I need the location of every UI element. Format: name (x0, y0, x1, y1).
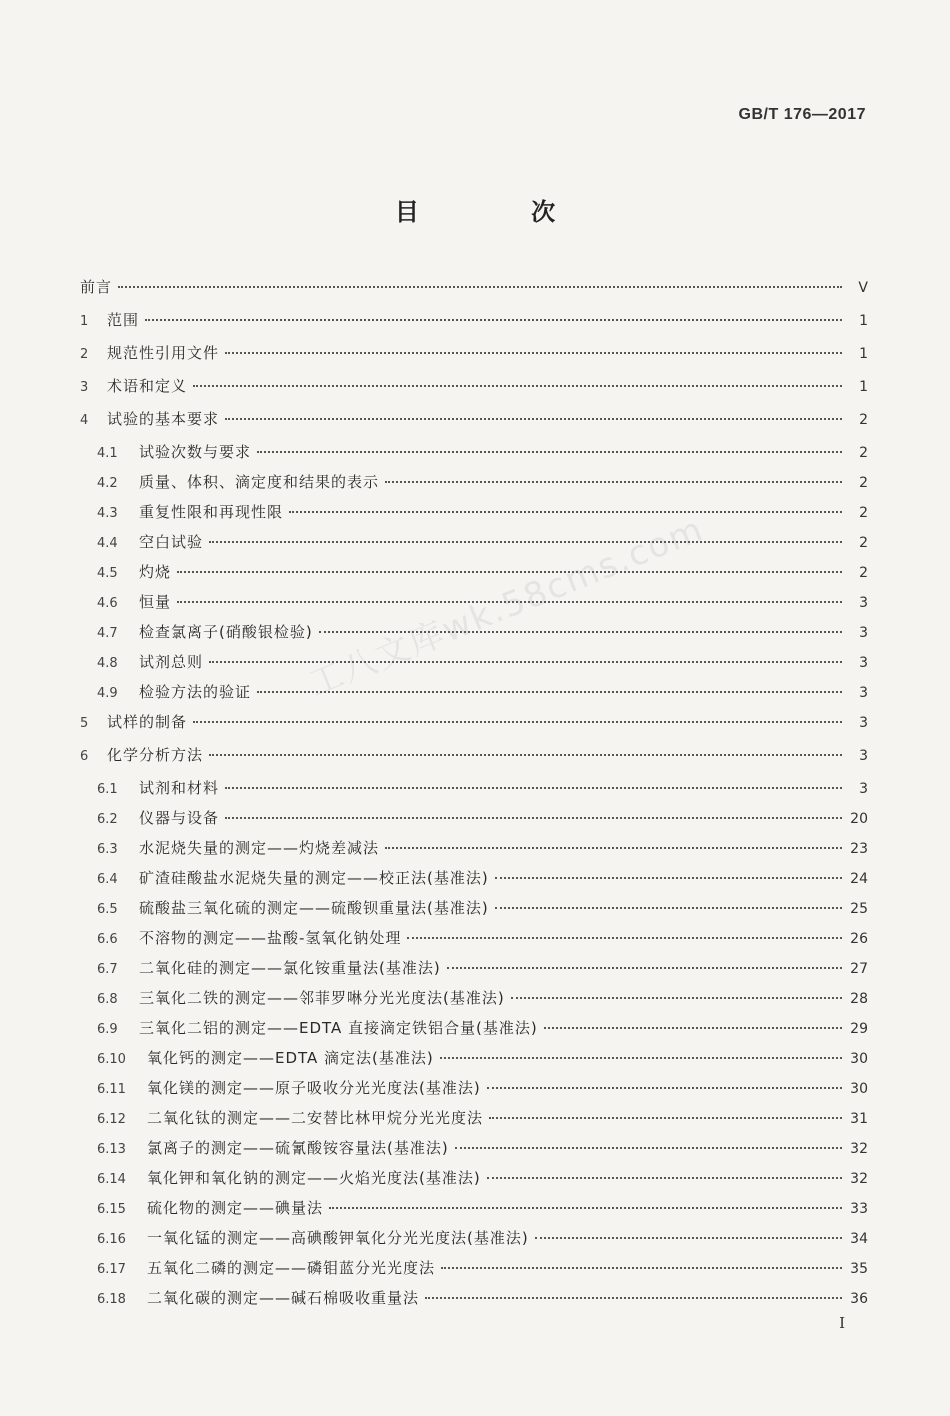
toc-entry-label: 氯离子的测定——硫氰酸铵容量法(基准法) (147, 1139, 449, 1157)
toc-dot-leader (535, 1237, 842, 1239)
toc-entry[interactable] (80, 927, 868, 957)
toc-dot-leader (209, 754, 842, 756)
toc-entry[interactable] (80, 408, 868, 441)
toc-dot-leader (225, 352, 842, 354)
toc-entry[interactable] (80, 867, 868, 897)
toc-entry-number: 4.2 (97, 476, 118, 491)
toc-entry-label: 试剂总则 (139, 653, 204, 671)
toc-dot-leader (177, 571, 842, 573)
toc-entry-label: 灼烧 (139, 563, 172, 581)
toc-entry-page: 34 (850, 1231, 868, 1247)
toc-entry-label: 质量、体积、滴定度和结果的表示 (139, 473, 380, 491)
toc-entry-page: 36 (850, 1291, 868, 1307)
toc-entry-page: 2 (859, 412, 868, 428)
toc-entry-label: 三氧化二铁的测定——邻菲罗啉分光光度法(基准法) (139, 989, 505, 1007)
toc-entry-number: 6.12 (97, 1112, 126, 1127)
toc-entry-label: 重复性限和再现性限 (139, 503, 284, 521)
toc-entry[interactable] (80, 807, 868, 837)
toc-entry[interactable] (80, 621, 868, 651)
toc-entry-page: 29 (850, 1021, 868, 1037)
toc-dot-leader (289, 511, 842, 513)
toc-dot-leader (193, 721, 842, 723)
toc-dot-leader (257, 451, 842, 453)
toc-entry[interactable] (80, 501, 868, 531)
toc-entry-page: 1 (859, 313, 868, 329)
toc-entry-page: 30 (850, 1081, 868, 1097)
toc-entry-number: 4.4 (97, 536, 118, 551)
toc-entry[interactable] (80, 1107, 868, 1137)
toc-entry-number: 6.8 (97, 992, 118, 1007)
toc-entry-number: 2 (80, 347, 89, 362)
toc-entry[interactable] (80, 1137, 868, 1167)
toc-entry-label: 一氧化锰的测定——高碘酸钾氧化分光光度法(基准法) (147, 1229, 529, 1247)
toc-entry-number: 4.3 (97, 506, 118, 521)
table-of-contents (80, 276, 868, 1317)
toc-entry-label: 规范性引用文件 (107, 344, 220, 362)
toc-dot-leader (145, 319, 842, 321)
toc-entry-number: 6.18 (97, 1292, 126, 1307)
toc-entry[interactable] (80, 591, 868, 621)
toc-entry[interactable] (80, 1077, 868, 1107)
toc-entry-page: 2 (859, 445, 868, 461)
toc-entry[interactable] (80, 681, 868, 711)
toc-entry-page: 3 (859, 748, 868, 764)
toc-dot-leader (225, 787, 842, 789)
toc-entry-number: 6.5 (97, 902, 118, 917)
toc-dot-leader (425, 1297, 842, 1299)
toc-entry-label: 试验次数与要求 (139, 443, 252, 461)
toc-dot-leader (118, 286, 842, 288)
toc-entry-page: 35 (850, 1261, 868, 1277)
toc-entry[interactable] (80, 1287, 868, 1317)
toc-entry[interactable] (80, 342, 868, 375)
toc-entry[interactable] (80, 651, 868, 681)
toc-entry-number: 6.13 (97, 1142, 126, 1157)
toc-entry[interactable] (80, 957, 868, 987)
toc-entry-page: 24 (850, 871, 868, 887)
toc-entry-label: 仪器与设备 (139, 809, 220, 827)
toc-entry-number: 4.9 (97, 686, 118, 701)
toc-entry-label: 化学分析方法 (107, 746, 204, 764)
toc-dot-leader (225, 817, 842, 819)
toc-dot-leader (455, 1147, 842, 1149)
toc-entry[interactable] (80, 471, 868, 501)
toc-entry-number: 6.7 (97, 962, 118, 977)
toc-entry-page: 27 (850, 961, 868, 977)
toc-entry-number: 4.6 (97, 596, 118, 611)
toc-entry[interactable] (80, 531, 868, 561)
toc-dot-leader (329, 1207, 842, 1209)
toc-entry-label: 空白试验 (139, 533, 204, 551)
toc-entry-label: 硫酸盐三氧化硫的测定——硫酸钡重量法(基准法) (139, 899, 489, 917)
toc-entry-number: 6.10 (97, 1052, 126, 1067)
toc-dot-leader (225, 418, 842, 420)
toc-dot-leader (440, 1057, 842, 1059)
toc-dot-leader (177, 601, 842, 603)
toc-entry-number: 6.6 (97, 932, 118, 947)
toc-dot-leader (544, 1027, 842, 1029)
toc-entry-page: 32 (850, 1171, 868, 1187)
toc-entry-label: 范围 (107, 311, 140, 329)
toc-entry-label: 硫化物的测定——碘量法 (147, 1199, 324, 1217)
toc-entry-number: 6.15 (97, 1202, 126, 1217)
toc-entry-label: 五氧化二磷的测定——磷钼蓝分光光度法 (147, 1259, 436, 1277)
toc-entry[interactable] (80, 1047, 868, 1077)
toc-dot-leader (441, 1267, 842, 1269)
standard-number: GB/T 176—2017 (738, 106, 866, 123)
toc-entry-label: 氧化钙的测定——EDTA 滴定法(基准法) (147, 1049, 434, 1067)
toc-entry-label: 恒量 (139, 593, 172, 611)
toc-entry-page: 30 (850, 1051, 868, 1067)
toc-entry-number: 3 (80, 380, 89, 395)
toc-entry-page: 1 (859, 379, 868, 395)
toc-entry-page: V (858, 280, 868, 296)
toc-entry-number: 6.11 (97, 1082, 126, 1097)
toc-entry[interactable] (80, 1167, 868, 1197)
watermark-text: 工八文库wk.58cms.com (302, 509, 710, 705)
toc-entry-label: 二氧化硅的测定——氯化铵重量法(基准法) (139, 959, 441, 977)
toc-title: 目 次 (394, 198, 608, 226)
toc-entry-page: 3 (859, 595, 868, 611)
toc-entry-page: 3 (859, 685, 868, 701)
toc-entry[interactable] (80, 1197, 868, 1227)
toc-entry-page: 3 (859, 781, 868, 797)
toc-entry-page: 2 (859, 505, 868, 521)
toc-entry-number: 6 (80, 749, 89, 764)
toc-entry-page: 2 (859, 475, 868, 491)
toc-entry[interactable] (80, 1017, 868, 1047)
toc-entry-label: 不溶物的测定——盐酸-氢氧化钠处理 (139, 929, 402, 947)
toc-entry[interactable] (80, 777, 868, 807)
toc-dot-leader (257, 691, 842, 693)
toc-entry-number: 4.8 (97, 656, 118, 671)
toc-entry-label: 二氧化碳的测定——碱石棉吸收重量法 (147, 1289, 420, 1307)
toc-entry-label: 三氧化二铝的测定——EDTA 直接滴定铁铝合量(基准法) (139, 1019, 538, 1037)
toc-entry[interactable] (80, 375, 868, 408)
toc-entry-page: 2 (859, 535, 868, 551)
toc-entry-label: 试验的基本要求 (107, 410, 220, 428)
toc-entry-page: 23 (850, 841, 868, 857)
toc-dot-leader (511, 997, 842, 999)
toc-dot-leader (319, 631, 842, 633)
toc-entry[interactable] (80, 744, 868, 777)
toc-entry[interactable] (80, 309, 868, 342)
toc-entry-label: 氧化钾和氧化钠的测定——火焰光度法(基准法) (147, 1169, 481, 1187)
toc-entry-number: 6.17 (97, 1262, 126, 1277)
toc-entry[interactable] (80, 276, 868, 309)
toc-entry-number: 6.4 (97, 872, 118, 887)
toc-dot-leader (193, 385, 842, 387)
toc-entry-page: 3 (859, 715, 868, 731)
toc-entry[interactable] (80, 561, 868, 591)
toc-entry-page: 3 (859, 625, 868, 641)
toc-entry-page: 1 (859, 346, 868, 362)
toc-entry-page: 2 (859, 565, 868, 581)
toc-entry-number: 4.7 (97, 626, 118, 641)
toc-entry-page: 20 (850, 811, 868, 827)
toc-entry-label: 前言 (80, 278, 113, 296)
toc-entry-number: 6.16 (97, 1232, 126, 1247)
toc-dot-leader (209, 661, 842, 663)
toc-entry-page: 3 (859, 655, 868, 671)
toc-entry-label: 检验方法的验证 (139, 683, 252, 701)
toc-entry-label: 二氧化钛的测定——二安替比林甲烷分光光度法 (147, 1109, 484, 1127)
toc-entry-label: 氧化镁的测定——原子吸收分光光度法(基准法) (147, 1079, 481, 1097)
toc-entry-number: 4.5 (97, 566, 118, 581)
toc-entry[interactable] (80, 711, 868, 744)
toc-entry-number: 6.14 (97, 1172, 126, 1187)
toc-entry-page: 26 (850, 931, 868, 947)
toc-entry[interactable] (80, 987, 868, 1017)
toc-entry-page: 25 (850, 901, 868, 917)
toc-entry[interactable] (80, 897, 868, 927)
toc-dot-leader (495, 877, 842, 879)
toc-entry-number: 5 (80, 716, 89, 731)
toc-entry-label: 试样的制备 (107, 713, 188, 731)
toc-entry-label: 水泥烧失量的测定——灼烧差减法 (139, 839, 380, 857)
toc-entry-number: 6.9 (97, 1022, 118, 1037)
toc-entry-page: 28 (850, 991, 868, 1007)
toc-dot-leader (385, 481, 842, 483)
toc-entry-page: 33 (850, 1201, 868, 1217)
toc-entry-number: 6.1 (97, 782, 118, 797)
toc-entry[interactable] (80, 1227, 868, 1257)
toc-entry[interactable] (80, 441, 868, 471)
toc-entry-label: 检查氯离子(硝酸银检验) (139, 623, 313, 641)
toc-entry-page: 31 (850, 1111, 868, 1127)
toc-entry-number: 6.3 (97, 842, 118, 857)
toc-entry[interactable] (80, 837, 868, 867)
toc-entry-number: 4 (80, 413, 89, 428)
toc-dot-leader (385, 847, 842, 849)
toc-entry-page: 32 (850, 1141, 868, 1157)
toc-dot-leader (209, 541, 842, 543)
toc-dot-leader (487, 1177, 842, 1179)
toc-entry-label: 试剂和材料 (139, 779, 220, 797)
toc-entry-label: 术语和定义 (107, 377, 188, 395)
toc-entry-label: 矿渣硅酸盐水泥烧失量的测定——校正法(基准法) (139, 869, 489, 887)
toc-dot-leader (447, 967, 842, 969)
page-number: I (839, 1314, 845, 1332)
toc-dot-leader (487, 1087, 842, 1089)
toc-entry-number: 6.2 (97, 812, 118, 827)
toc-entry-number: 4.1 (97, 446, 118, 461)
toc-entry[interactable] (80, 1257, 868, 1287)
toc-dot-leader (489, 1117, 842, 1119)
toc-dot-leader (407, 937, 842, 939)
toc-dot-leader (495, 907, 842, 909)
toc-entry-number: 1 (80, 314, 89, 329)
